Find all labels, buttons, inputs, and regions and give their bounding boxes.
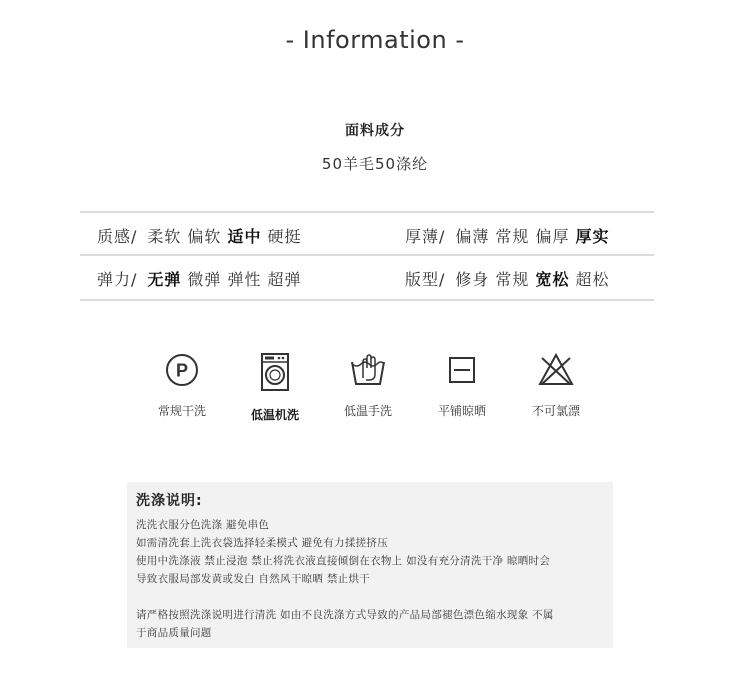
care-label: 常规干洗: [157, 404, 206, 418]
dry-clean-icon: [164, 352, 200, 388]
attribute-option-selected: 适中: [227, 227, 262, 246]
care-dry-clean: [142, 352, 222, 419]
attribute-option: 修身: [455, 270, 490, 289]
attribute-label: 质感/: [97, 227, 138, 246]
attribute-option: 偏软: [187, 227, 222, 246]
attribute-option: 偏厚: [535, 227, 570, 246]
wash-note-line: 于商品质量问题: [136, 627, 212, 639]
attribute-option: 常规: [495, 270, 530, 289]
care-label: 低温机洗: [250, 408, 299, 422]
attribute-option: 弹性: [227, 270, 262, 289]
attribute-label: 厚薄/: [405, 227, 446, 246]
wash-note-line: 请严格按照洗涤说明进行清洗 如由不良洗涤方式导致的产品局部褪色漂色缩水现象 不属: [136, 609, 554, 621]
wash-note-line: 使用中洗涤液 禁止浸泡 禁止将洗衣液直接倾倒在衣物上 如没有充分清洗干净 晾晒时会: [136, 555, 551, 567]
attribute-option: 超弹: [267, 270, 302, 289]
care-label: 低温手洗: [343, 404, 392, 418]
fabric-composition: 50羊毛50涤纶: [321, 155, 429, 173]
wash-notes-heading: 洗涤说明:: [136, 493, 203, 509]
attribute-option: 偏薄: [455, 227, 490, 246]
page-title: - Information -: [285, 26, 465, 54]
divider-top: [80, 211, 654, 213]
attribute-option: 超松: [575, 270, 610, 289]
svg-text:P: P: [175, 360, 189, 381]
care-flat-dry: [422, 352, 502, 419]
attribute-option: 柔软: [147, 227, 182, 246]
attribute-texture: [97, 224, 303, 247]
care-label: 平铺晾晒: [437, 404, 486, 418]
attribute-option-selected: 无弹: [147, 270, 182, 289]
care-no-bleach: [516, 352, 596, 419]
care-hand-wash: [328, 352, 408, 419]
attribute-option: 微弹: [187, 270, 222, 289]
attribute-option: 硬挺: [267, 227, 302, 246]
hand-wash-icon: [349, 352, 387, 388]
wash-notes-panel: [127, 482, 613, 648]
flat-dry-icon: [444, 352, 480, 388]
attribute-label: 弹力/: [97, 270, 138, 289]
attribute-elasticity: [97, 267, 303, 290]
divider-middle: [80, 254, 654, 256]
fabric-heading: 面料成分: [345, 123, 405, 139]
attribute-option: 常规: [495, 227, 530, 246]
attribute-fit: [405, 267, 611, 290]
wash-note-line: 洗洗衣服分色洗涤 避免串色: [136, 519, 270, 531]
attribute-option-selected: 厚实: [575, 227, 610, 246]
attribute-option-selected: 宽松: [535, 270, 570, 289]
attribute-label: 版型/: [405, 270, 446, 289]
washing-machine-icon: [260, 352, 290, 392]
no-bleach-icon: [537, 352, 575, 388]
care-machine-wash: [235, 352, 315, 423]
divider-bottom: [80, 299, 654, 301]
wash-note-line: 导致衣服局部发黄或发白 自然风干晾晒 禁止烘干: [136, 573, 371, 585]
wash-note-line: 如需清洗套上洗衣袋选择轻柔模式 避免有力揉搓挤压: [136, 537, 389, 549]
attribute-thickness: [405, 224, 611, 247]
care-label: 不可氯漂: [531, 404, 580, 418]
